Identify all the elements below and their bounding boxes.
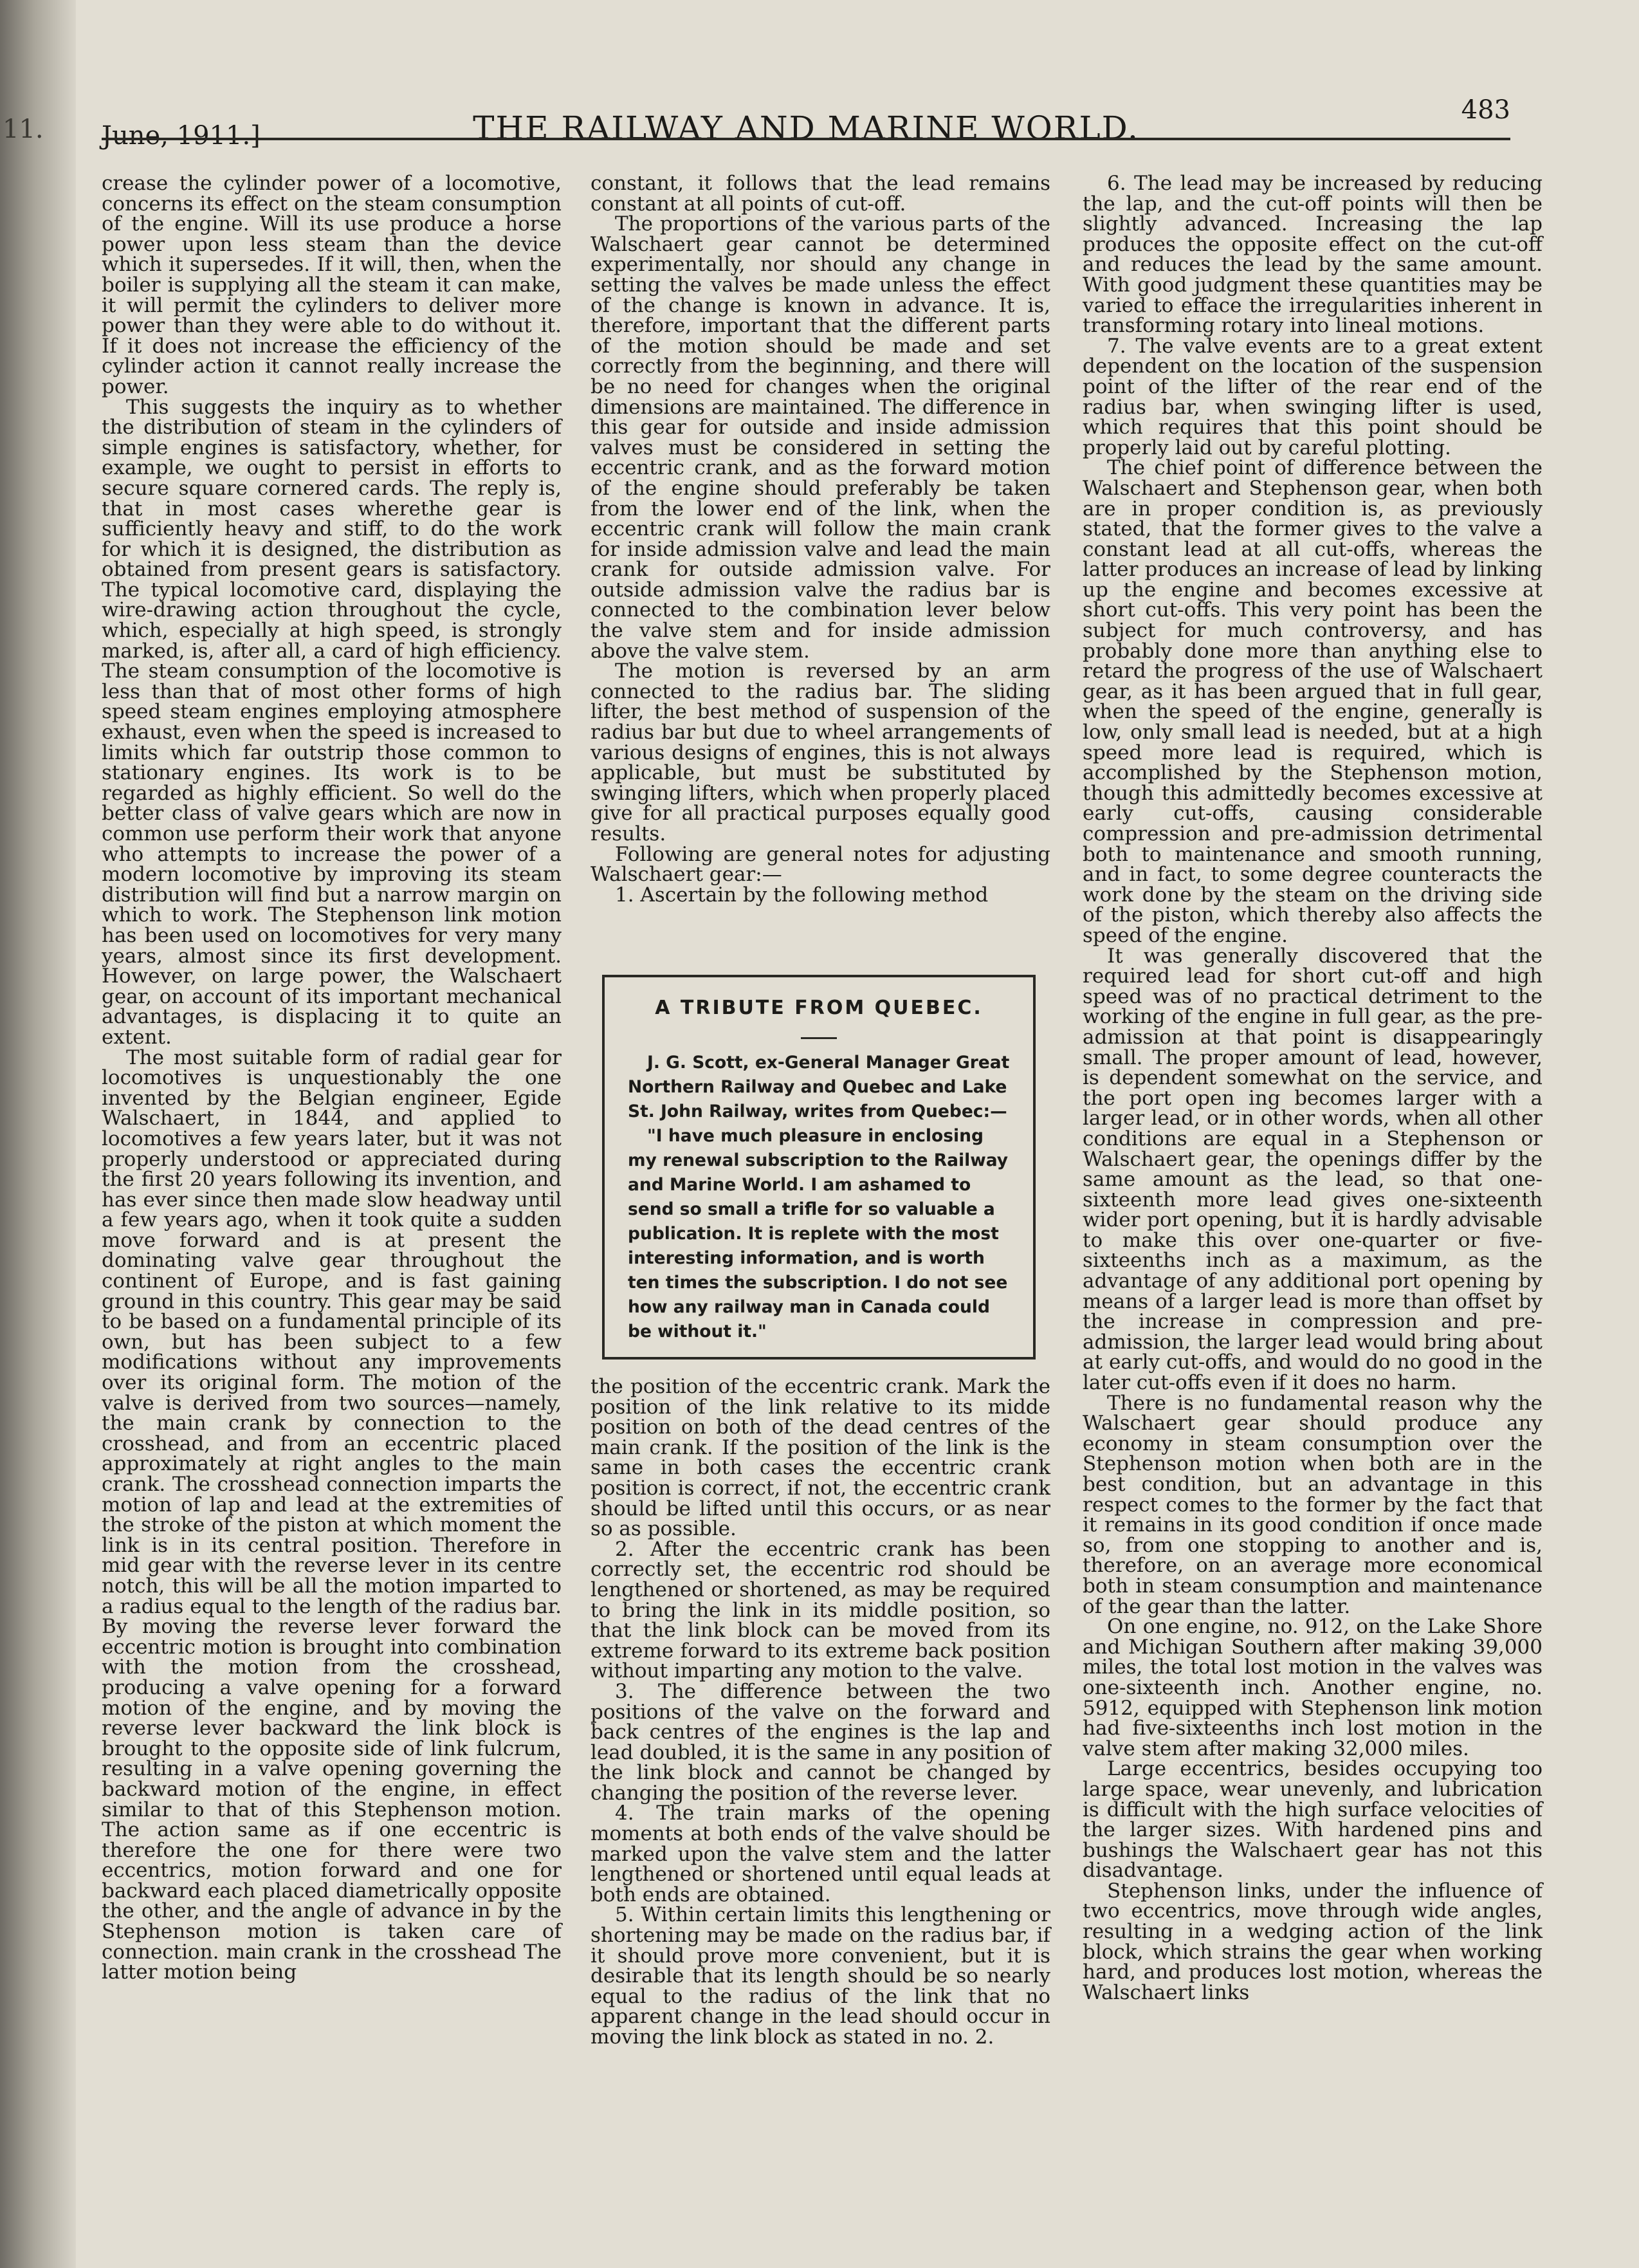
publication-title: THE RAILWAY AND MARINE WORLD.	[473, 109, 1139, 147]
paragraph: The most suitable form of radial gear for locomotives is unquestionably the one invented by the Belgian engineer, Egide Walschaert, in 1844, and applied to locomotives a few years later, but it was not properly understood or appreciated during the first 20 years following its invention, and has ever since then made slow headway until a few years ago, when it took quite a sudden move forward and is at present the dominating valve gear throughout the continent of Europe, and is fast gaining ground in this country. This gear may be said to be based on a fundamental principle of its own, but has been subject to a few modifications without any improvements over its original form. The motion of the valve is derived from two sources—namely, the main crank by connection to the crosshead, and from an eccentric placed approximately at right angles to the main crank. The crosshead connection imparts the motion of lap and lead at the extremities of the stroke of the piston at which moment the link is in its central position. Therefore in mid gear with the reverse lever in its centre notch, this will be all the motion imparted to a radius equal to the length of the radius bar. By moving the reverse lever forward the eccentric motion is brought into combination with the motion from the crosshead, producing a valve opening for a forward motion of the engine, and by moving the reverse lever backward the link block is brought to the opposite side of link fulcrum, resulting in a valve opening governing the backward motion of the engine, in effect similar to that of this Stephenson motion. The action same as if one eccentric is therefore the one for there were two eccentrics, motion forward and one for backward each placed diametrically opposite the other, and the angle of advance in by the Stephenson motion is taken care of connection. main crank in the crosshead The latter motion being	[102, 1046, 562, 1984]
column-1	[102, 174, 562, 2233]
tribute-intro: J. G. Scott, ex-General Manager Great Northern Railway and Quebec and Lake St. John Railway, writes from Quebec:—	[628, 1053, 1010, 1121]
paragraph: crease the cylinder power of a locomotive, concerns its effect on the steam consumption of the engine. Will its use produce a horse power upon less steam than the device which it supersedes. If it will, then, when the boiler is supplying all the steam it can make, it will permit the cylinders to deliver more power than they were able to do without it. If it does not increase the efficiency of the cylinder action it cannot really increase the power.	[102, 172, 562, 398]
header-rule	[102, 138, 1510, 140]
binding-gutter	[0, 0, 76, 2268]
paragraph: On one engine, no. 912, on the Lake Shore and Michigan Southern after making 39,000 miles, the total lost motion in the valves was one-sixteenth inch. Another engine, no. 5912, equipped with Stephenson link motion had five-sixteenths inch lost motion in the valve stem after making 32,000 miles.	[1083, 1615, 1543, 1760]
paragraph: Large eccentrics, besides occupying too large space, wear unevenly, and lubrication is difficult with the high surface velocities of the larger sizes. With hardened pins and bushings the Walschaert gear has not this disadvantage.	[1083, 1757, 1543, 1883]
magazine-page	[76, 0, 1639, 2268]
tribute-title: A TRIBUTE FROM QUEBEC.	[655, 997, 983, 1019]
paragraph: 7. The valve events are to a great extent dependent on the location of the suspension point of the lifter of the rear end of the radius bar, when swinging lifter is used, which requires that this point should be properly laid out by careful plotting.	[1083, 334, 1543, 459]
column-3	[1083, 174, 1543, 2233]
tribute-quote: "I have much pleasure in enclosing my renewal subscription to the Railway and Marine World. I am ashamed to send so small a trifle for so valuable a publication. It is replete with the most interesting information, and is worth ten times the subscription. I do not see how any railway man in Canada could be without it."	[628, 1126, 1009, 1341]
tribute-body	[605, 1051, 1033, 1344]
paragraph: This suggests the inquiry as to whether the distribution of steam in the cylinders of simple engines is satisfactory, whether, for example, we ought to persist in efforts to secure square cornered cards. The reply is, that in most cases wherethe gear is sufficiently heavy and stiff, to do the work for which it is designed, the distribution as obtained from present gears is satisfactory. The typical locomotive card, displaying the wire-drawing action throughout the cycle, which, especially at high speed, is strongly marked, is, after all, a card of high efficiency. The steam consumption of the locomotive is less than that of most other forms of high speed steam engines employing atmosphere exhaust, even when the speed is increased to limits which far outstrip those common to stationary engines. Its work is to be regarded as highly efficient. So well do the better class of valve gears which are now in common use perform their work that anyone who attempts to increase the power of a modern locomotive by improving its steam distribution will find but a narrow margin on which to work. The Stephenson link motion has been used on locomotives for very many years, almost since its first development. However, on large power, the Walschaert gear, on account of its important mechanical advantages, is displacing it to quite an extent.	[102, 395, 562, 1049]
paragraph: 3. The difference between the two positions of the valve on the forward and back centres of the engines is the lap and lead doubled, it is the same in any position of the link block and cannot be changed by changing the position of the reverse lever.	[591, 1679, 1050, 1805]
paragraph: The motion is reversed by an arm connected to the radius bar. The sliding lifter, the best method of suspension of the radius bar but due to wheel arrangements of various designs of engines, this is not always applicable, but must be substituted by swinging lifters, which when properly placed give for all practical purposes equally good results.	[591, 659, 1050, 845]
tribute-divider	[801, 1037, 837, 1039]
paragraph: 4. The train marks of the opening moments at both ends of the valve should be marked upon the valve stem and the latter lengthened or shortened until equal leads at both ends are obtained.	[591, 1802, 1050, 1906]
paragraph: The chief point of difference between the Walschaert and Stephenson gear, when both are in proper condition is, as previously stated, that the former gives to the valve a constant lead at all cut-offs, whereas the latter produces an increase of lead by linking up the engine and becomes excessive at short cut-offs. This very point has been the subject for much controversy, and has probably done more than anything else to retard the progress of the use of Walschaert gear, as it has been argued that in full gear, when the speed of the engine, generally is low, only small lead is needed, but at a high speed more lead is required, which is accomplished by the Stephenson motion, though this admittedly becomes excessive at early cut-offs, causing considerable compression and pre-admission detrimental both to maintenance and smooth running, and in fact, to some degree counteracts the work done by the steam on the driving side of the piston, which thereby also affects the speed of the engine.	[1083, 456, 1543, 947]
page-number: 483	[1461, 95, 1510, 125]
paragraph: Stephenson links, under the influence of two eccentrics, move through wide angles, resulting in a wedging action of the link block, which strains the gear when working hard, and produces lost motion, whereas the Walschaert links	[1083, 1879, 1543, 2004]
tribute-box	[602, 975, 1036, 1360]
paragraph: 1. Ascertain by the following method	[615, 883, 989, 907]
paragraph: It was generally discovered that the required lead for short cut-off and high speed was of no practical detriment to the working of the engine in full gear, as the pre-admission at that point is disappearingly small. The proper amount of lead, however, is dependent somewhat on the service, and the port open ing becomes larger with a larger lead, or in other words, when all other conditions are equal in a Stephenson or Walschaert gear, the openings differ by the same amount as the lead, so that one-sixteenth more lead gives one-sixteenth wider port opening, but it is hardly advisable to make this over one-quarter or five-sixteenths inch as a maximum, as the advantage of any additional port opening by means of a larger lead is more than offset by the increase in compression and pre-admission, the larger lead would bring about at early cut-offs, and would do no good in the later cut-offs even if it does no harm.	[1083, 944, 1543, 1395]
gutter-page-mark: 11.	[3, 115, 44, 144]
paragraph: 5. Within certain limits this lengthening or shortening may be made on the radius bar, if it should prove more convenient, but it is desirable that its length should be so nearly equal to the radius of the link that no apparent change in the lead should occur in moving the link block as stated in no. 2.	[591, 1903, 1050, 2049]
paragraph: constant, it follows that the lead remains constant at all points of cut-off.	[591, 172, 1050, 216]
paragraph: There is no fundamental reason why the Walschaert gear should produce any economy in steam consumption over the Stephenson motion when both are in the best condition, but an advantage in this respect comes to the former by the fact that it remains in its good condition if once made so, from one stopping to another and is, therefore, on an average more economical both in steam consumption and maintenance of the gear than the latter.	[1083, 1391, 1543, 1618]
issue-date: June, 1911.]	[102, 121, 261, 151]
paragraph: Following are general notes for adjusting Walschaert gear:—	[591, 842, 1050, 887]
column-2-bottom	[591, 1377, 1050, 2048]
paragraph: The proportions of the various parts of the Walschaert gear cannot be determined experimentally, nor should any change in setting the valves be made unless the effect of the change is known in advance. It is, therefore, important that the different parts of the motion should be made and set correctly from the beginning, and there will be no need for changes when the original dimensions are maintained. The difference in this gear for outside and inside admission valves must be considered in setting the eccentric crank, and as the forward motion of the engine should preferably be taken from the lower end of the link, when the eccentric crank will follow the main crank for inside admission valve and lead the main crank for outside admission valve. For outside admission valve the radius bar is connected to the combination lever below the valve stem and for inside admission above the valve stem.	[591, 212, 1050, 663]
paragraph: 6. The lead may be increased by reducing the lap, and the cut-off points will then be slightly advanced. Increasing the lap produces the opposite effect on the cut-off and reduces the lead by the same amount. With good judgment these quantities may be varied to efface the irregularities inherent in transforming rotary into lineal motions.	[1083, 172, 1543, 338]
paragraph: 2. After the eccentric crank has been correctly set, the eccentric rod should be lengthened or shortened, as may be required to bring the link in its middle position, so that the link block can be moved from its extreme forward to its extreme back position without imparting any motion to the valve.	[591, 1537, 1050, 1683]
paragraph: the position of the eccentric crank. Mark the position of the link relative to its midde position on both of the dead centres of the main crank. If the position of the link is the same in both cases the eccentric crank position is correct, if not, the eccentric crank should be lifted until this occurs, or as near so as possible.	[591, 1375, 1050, 1541]
